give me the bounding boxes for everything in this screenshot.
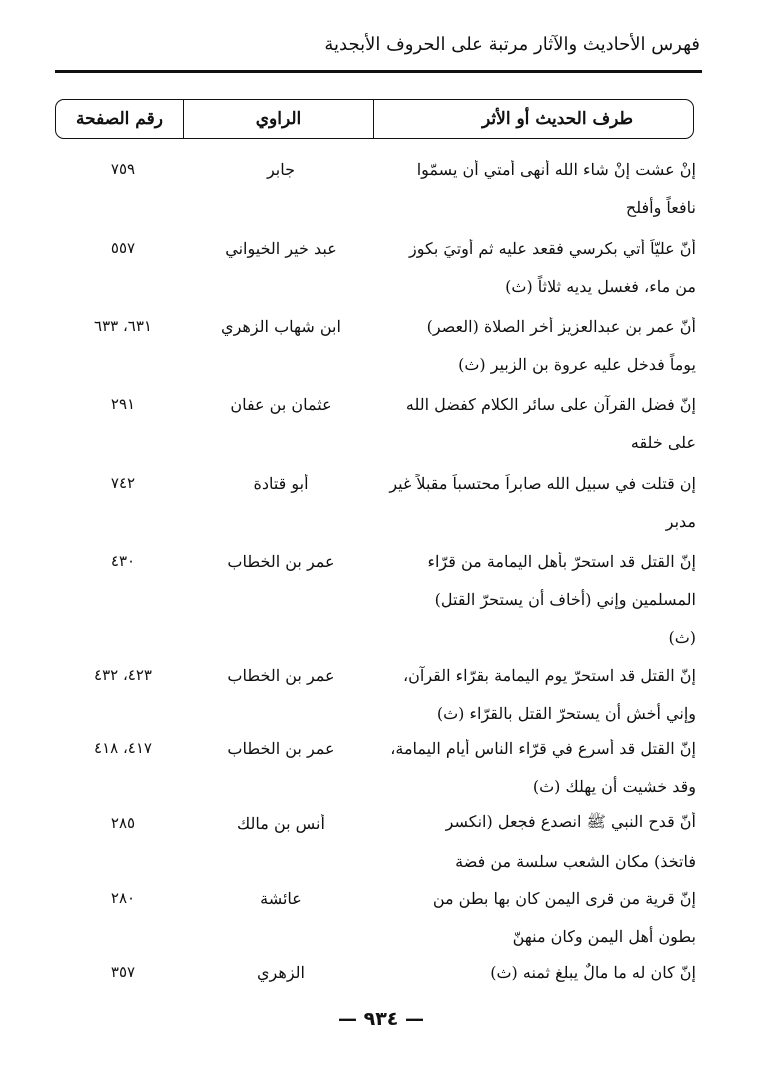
hadith-text: إن قتلت في سبيل الله صابراً محتسباً مقبلاً غير: [389, 473, 696, 493]
table-row: [60, 879, 696, 955]
hadith-text-continued: من ماء، فغسل يديه ثلاثاً (ث): [505, 276, 696, 296]
header-narrator-column: الراوي: [183, 100, 373, 138]
narrator: عمر بن الخطاب: [227, 738, 335, 758]
page-numbers: ٤١٧، ٤١٨: [94, 739, 152, 757]
hadith-text-continued: فاتخذ) مكان الشعب سلسة من فضة: [455, 851, 696, 871]
narrator: عبد خير الخيواني: [225, 238, 337, 258]
table-row: [60, 385, 696, 461]
hadith-text-continued: وإني أخش أن يستحرّ القتل بالقرّاء (ث): [436, 703, 696, 723]
page-numbers: ٢٨٥: [110, 814, 136, 832]
hadith-text-continued: على خلقه: [630, 432, 696, 452]
narrator: عثمان بن عفان: [230, 394, 332, 414]
hadith-text-continued: مدبر: [665, 511, 696, 531]
page-numbers: ٧٥٩: [110, 160, 136, 178]
hadith-text: إنّ كان له ما مالٌ يبلغ ثمنه (ث): [490, 962, 696, 982]
hadith-text-continued: وقد خشيت أن يهلك (ث): [532, 776, 696, 796]
page-numbers: ٢٨٠: [110, 889, 136, 907]
table-row: [60, 804, 696, 880]
hadith-text: أنّ عمر بن عبدالعزيز أخر الصلاة (العصر): [426, 316, 696, 336]
hadith-text: إنّ فضل القرآن على سائر الكلام كفضل الله: [405, 394, 696, 414]
hadith-text: إنّ قرية من قرى اليمن كان بها بطن من: [432, 888, 696, 908]
page-numbers: ٦٣١، ٦٣٣: [94, 317, 152, 335]
hadith-text-continued: يوماً فدخل عليه عروة بن الزبير (ث): [458, 354, 696, 374]
hadith-text: إنّ القتل قد استحرّ بأهل اليمامة من قرّاء: [427, 551, 696, 571]
hadith-text-continued: بطون أهل اليمن وكان منهنّ: [512, 926, 696, 946]
header-rule: [55, 70, 702, 73]
header-page-column: رقم الصفحة: [76, 109, 163, 129]
narrator: أبو قتادة: [253, 473, 309, 493]
table-row: [60, 542, 696, 656]
table-row: [60, 229, 696, 305]
page-numbers: ٤٢٣، ٤٣٢: [94, 666, 152, 684]
table-row: [60, 656, 696, 732]
narrator: ابن شهاب الزهري: [221, 316, 341, 336]
hadith-text-continued: المسلمين وإني (أخاف أن يستحرّ القتل): [434, 589, 696, 609]
page-numbers: ٢٩١: [110, 395, 136, 413]
narrator: عمر بن الخطاب: [227, 665, 335, 685]
running-head: فهرس الأحاديث والآثار مرتبة على الحروف الأبجدية: [324, 34, 700, 55]
page-numbers: ٤٣٠: [110, 552, 136, 570]
hadith-text: أنّ قدح النبي ﷺ انصدع فجعل (انكسر: [445, 811, 696, 831]
page-numbers: ٧٤٢: [110, 474, 136, 492]
hadith-text: إنّ القتل قد استحرّ يوم اليمامة بقرّاء القرآن،: [402, 665, 696, 685]
hadith-text: إنّ القتل قد أسرع في قرّاء الناس أيام اليمامة،: [390, 738, 696, 758]
page-number: — ٩٣٤ —: [337, 1008, 425, 1030]
narrator: أنس بن مالك: [237, 813, 325, 833]
header-text-column: طرف الحديث أو الأثر: [373, 100, 693, 138]
table-row: [60, 953, 696, 991]
narrator: عمر بن الخطاب: [227, 551, 335, 571]
hadith-text-continued: نافعاً وأفلح: [625, 197, 696, 217]
page-numbers: ٥٥٧: [110, 239, 136, 257]
table-row: [60, 307, 696, 383]
narrator: جابر: [266, 159, 296, 179]
table-row: [60, 150, 696, 226]
hadith-text-continued: (ث): [668, 627, 696, 647]
table-header: [55, 99, 694, 139]
table-row: [60, 729, 696, 805]
hadith-text: أنّ عليّاً أُتي بكرسي فقعد عليه ثم أُوتيَ بكوز: [409, 238, 696, 258]
page-numbers: ٣٥٧: [110, 963, 136, 981]
narrator: الزهري: [257, 962, 305, 982]
narrator: عائشة: [260, 888, 302, 908]
hadith-text: إنْ عشت إنْ شاء الله أنهى أمتي أن يسمّوا: [416, 159, 696, 179]
table-row: [60, 464, 696, 540]
